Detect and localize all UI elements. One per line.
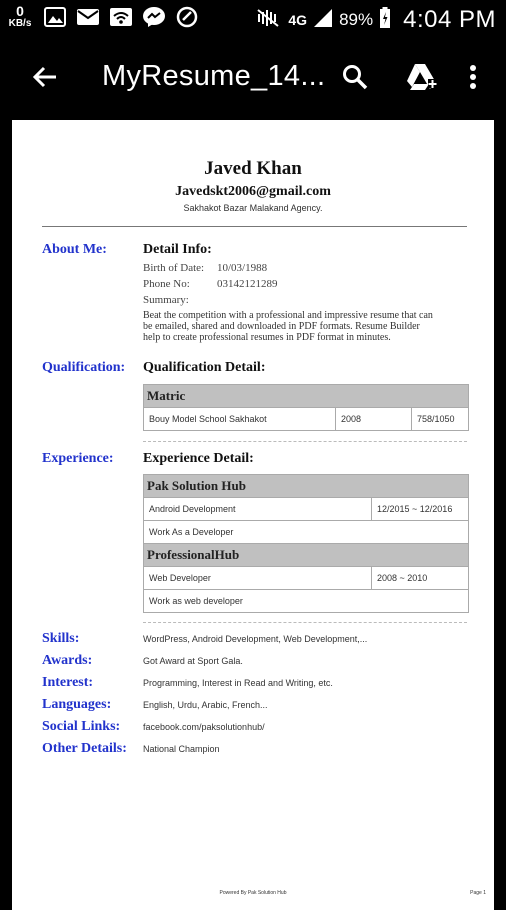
awards-value: Got Award at Sport Gala. bbox=[143, 656, 243, 666]
period-cell: 2008 ~ 2010 bbox=[377, 573, 428, 583]
table-row bbox=[144, 589, 468, 612]
interest-label: Interest: bbox=[42, 675, 94, 690]
google-drive-icon[interactable] bbox=[402, 58, 440, 96]
network-speed bbox=[6, 4, 34, 29]
company-name: ProfessionalHub bbox=[144, 543, 468, 566]
photo-icon bbox=[43, 5, 67, 29]
birth-date-row bbox=[143, 262, 268, 274]
document-title: MyResume_14... bbox=[102, 60, 326, 92]
other-details-label: Other Details: bbox=[42, 741, 127, 756]
phone-label: Phone No: bbox=[143, 278, 190, 290]
section-divider bbox=[143, 441, 467, 442]
about-me-label: About Me: bbox=[42, 242, 107, 257]
footer-powered-by: Powered By Pak Solution Hub bbox=[219, 890, 287, 896]
role-cell: Android Development bbox=[144, 498, 372, 520]
battery-icon bbox=[379, 7, 391, 34]
app-bar bbox=[0, 38, 506, 116]
wifi-icon bbox=[109, 5, 133, 29]
languages-label: Languages: bbox=[42, 697, 112, 712]
opera-icon bbox=[175, 5, 199, 29]
skills-value: WordPress, Android Development, Web Development,... bbox=[143, 634, 368, 644]
company-name: Pak Solution Hub bbox=[144, 475, 468, 497]
mute-icon bbox=[256, 8, 282, 33]
resume-email: Javedskt2006@gmail.com bbox=[175, 184, 331, 199]
summary-text bbox=[143, 310, 473, 343]
section-divider bbox=[143, 622, 467, 623]
detail-info-heading: Detail Info: bbox=[143, 242, 212, 257]
year-cell: 2008 bbox=[336, 408, 412, 430]
other-details-value: National Champion bbox=[143, 744, 220, 754]
role-cell: Web Developer bbox=[144, 567, 372, 589]
more-vert-icon[interactable] bbox=[454, 58, 492, 96]
experience-label: Experience: bbox=[42, 451, 114, 466]
network-speed-unit: KB/s bbox=[8, 18, 32, 29]
description-cell: Work As a Developer bbox=[149, 527, 234, 537]
phone-value: 03142121289 bbox=[217, 278, 278, 290]
resume-address: Sakhakot Bazar Malakand Agency. bbox=[183, 203, 323, 213]
header-divider bbox=[42, 226, 467, 227]
interest-value: Programming, Interest in Read and Writing, etc. bbox=[143, 678, 333, 688]
summary-line: help to create professional resumes in PDF format in minutes. bbox=[143, 332, 391, 343]
school-cell: Bouy Model School Sakhakot bbox=[144, 408, 336, 430]
messenger-icon bbox=[142, 5, 166, 29]
table-row bbox=[144, 407, 468, 430]
mail-icon bbox=[76, 5, 100, 29]
search-icon[interactable] bbox=[336, 58, 374, 96]
phone-row bbox=[143, 278, 278, 290]
birth-date-label: Birth of Date: bbox=[143, 262, 205, 274]
social-links-value[interactable]: facebook.com/paksolutionhub/ bbox=[143, 722, 265, 732]
clock: 4:04 PM bbox=[403, 6, 496, 33]
network-speed-value: 0 bbox=[16, 3, 24, 19]
network-type: 4G bbox=[288, 12, 308, 28]
experience-detail-heading: Experience Detail: bbox=[143, 451, 254, 466]
footer-page-number: Page 1 bbox=[470, 890, 486, 896]
table-row bbox=[144, 497, 468, 520]
qualification-degree: Matric bbox=[144, 385, 468, 407]
experience-table bbox=[143, 474, 469, 613]
resume-page[interactable] bbox=[12, 120, 494, 910]
signal-icon bbox=[313, 8, 333, 33]
qualification-detail-heading: Qualification Detail: bbox=[143, 360, 266, 375]
languages-value: English, Urdu, Arabic, French... bbox=[143, 700, 268, 710]
battery-percent: 89% bbox=[339, 10, 374, 29]
description-cell: Work as web developer bbox=[149, 596, 243, 606]
birth-date-value: 10/03/1988 bbox=[217, 262, 268, 274]
awards-label: Awards: bbox=[42, 653, 93, 668]
marks-cell: 758/1050 bbox=[417, 414, 455, 424]
summary-line: Beat the competition with a professional and impressive resume that can bbox=[143, 310, 433, 321]
summary-line: be emailed, shared and downloaded in PDF formats. Resume Builder bbox=[143, 321, 420, 332]
social-links-label: Social Links: bbox=[42, 719, 121, 734]
table-row bbox=[144, 520, 468, 543]
qualification-label: Qualification: bbox=[42, 360, 126, 375]
skills-label: Skills: bbox=[42, 631, 80, 646]
period-cell: 12/2015 ~ 12/2016 bbox=[377, 504, 453, 514]
qualification-table bbox=[143, 384, 469, 431]
summary-label: Summary: bbox=[143, 294, 189, 306]
back-arrow-icon[interactable] bbox=[26, 58, 64, 96]
table-row bbox=[144, 566, 468, 589]
resume-name: Javed Khan bbox=[204, 158, 302, 179]
status-bar bbox=[0, 0, 506, 38]
